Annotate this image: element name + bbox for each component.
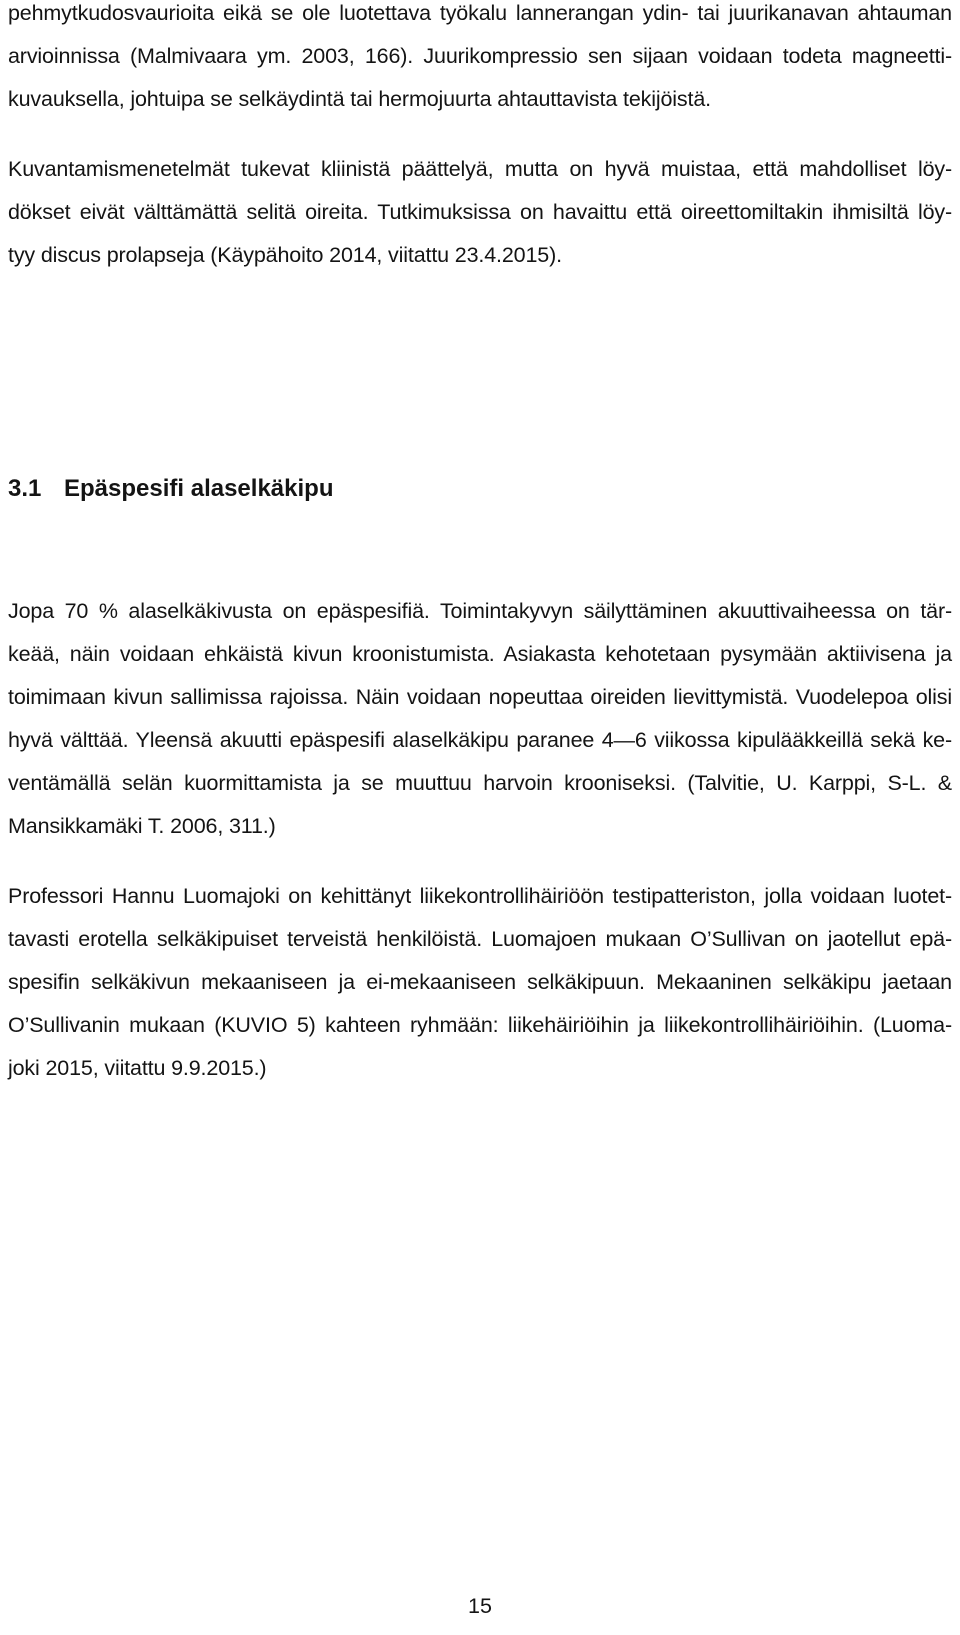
section-heading xyxy=(8,474,333,504)
paragraph-intro-line-2: arvioinnissa (Malmivaara ym. 2003, 166). Juurikompressio sen sijaan voidaan todeta magneetti- xyxy=(8,44,952,68)
paragraph-professor-line-3: spesifin selkäkivun mekaaniseen ja ei-mekaaniseen selkäkipuun. Mekaaninen selkäkipu jaetaan xyxy=(8,970,952,994)
paragraph-imaging-line-3: tyy discus prolapseja (Käypähoito 2014, viitattu 23.4.2015). xyxy=(8,243,562,267)
paragraph-nonspecific-line-4: hyvä välttää. Yleensä akuutti epäspesifi alaselkäkipu paranee 4—6 viikossa kipulääkkeillä sekä ke- xyxy=(8,728,952,752)
paragraph-nonspecific-line-3: toimimaan kivun sallimissa rajoissa. Näin voidaan nopeuttaa oireiden lievittymistä. Vuodelepoa olisi xyxy=(8,685,952,709)
paragraph-imaging-line-2: dökset eivät välttämättä selitä oireita. Tutkimuksissa on havaittu että oireettomiltakin ihmisiltä löy- xyxy=(8,200,952,224)
section-title: Epäspesifi alaselkäkipu xyxy=(64,475,334,502)
paragraph-nonspecific-line-1: Jopa 70 % alaselkäkivusta on epäspesifiä. Toimintakyvyn säilyttäminen akuuttivaiheessa on tär- xyxy=(8,599,952,623)
paragraph-nonspecific-line-2: keää, näin voidaan ehkäistä kivun kroonistumista. Asiakasta kehotetaan pysymään aktiivisena ja xyxy=(8,642,952,666)
paragraph-intro-line-1: pehmytkudosvaurioita eikä se ole luotettava työkalu lannerangan ydin- tai juurikanavan ahtauman xyxy=(8,1,952,25)
paragraph-professor-line-4: O’Sullivanin mukaan (KUVIO 5) kahteen ryhmään: liikehäiriöihin ja liikekontrollihäiriöihin. (Luoma- xyxy=(8,1013,952,1037)
page-number: 15 xyxy=(468,1594,492,1618)
paragraph-professor-line-1: Professori Hannu Luomajoki on kehittänyt liikekontrollihäiriöön testipatteriston, jolla voidaan luotet- xyxy=(8,884,952,908)
paragraph-imaging-line-1: Kuvantamismenetelmät tukevat kliinistä päättelyä, mutta on hyvä muistaa, että mahdolliset löy- xyxy=(8,157,952,181)
paragraph-nonspecific-line-6: Mansikkamäki T. 2006, 311.) xyxy=(8,814,276,838)
paragraph-professor-line-5: joki 2015, viitattu 9.9.2015.) xyxy=(8,1056,267,1080)
paragraph-nonspecific-line-5: ventämällä selän kuormittamista ja se muuttuu harvoin krooniseksi. (Talvitie, U. Karppi, S-L. & xyxy=(8,771,952,795)
section-number: 3.1 xyxy=(8,475,42,502)
paragraph-intro-line-3: kuvauksella, johtuipa se selkäydintä tai hermojuurta ahtauttavista tekijöistä. xyxy=(8,87,711,111)
paragraph-professor-line-2: tavasti erotella selkäkipuiset terveistä henkilöistä. Luomajoen mukaan O’Sullivan on jaotellut epä- xyxy=(8,927,952,951)
